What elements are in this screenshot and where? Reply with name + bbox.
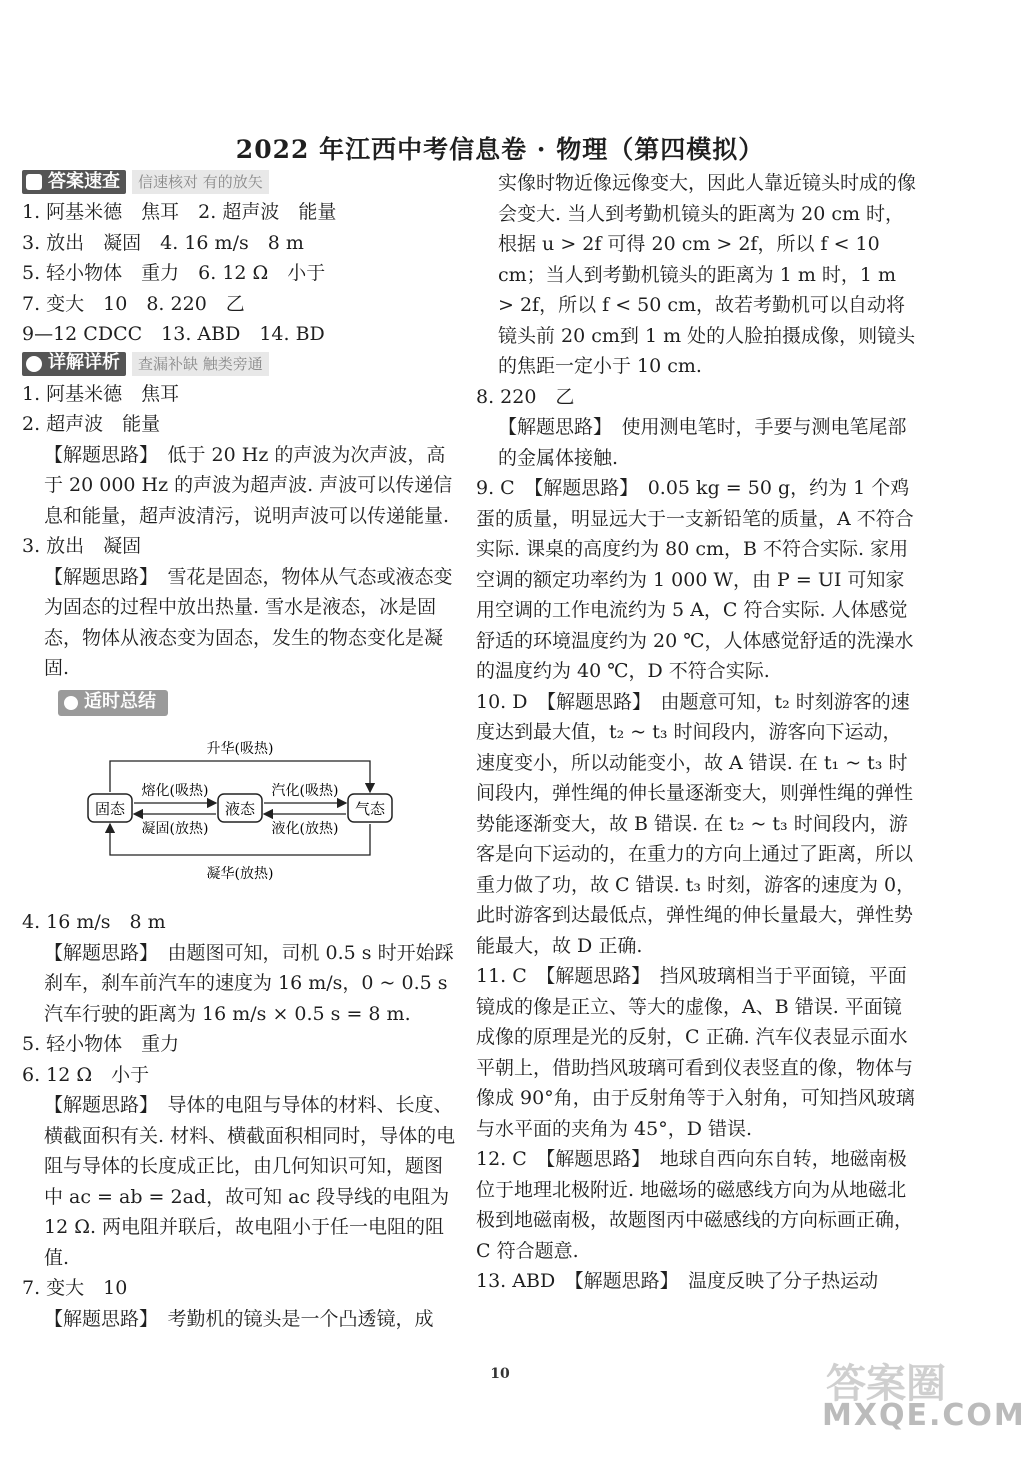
solid-label: 固态 xyxy=(94,800,126,818)
summary-label: 适时总结 xyxy=(84,691,156,713)
answer-10: 10. D 【解题思路】 由题意可知，t₂ 时刻游客的速度达到最大值，t₂ ~ t₃ 时间段内，游客向下运动，速度变小，所以动能变小，故 A 错误. 在 t₁ ~ t₃ 时间段内，弹性绳的伸长量逐渐变大，则弹性绳的弹性势能逐渐变大，故 B 错误. 在 t₂ ~ t₃ 时间段内，游客是向下运动的，在重力的方向上通过了距离，所以重力做了功，故 C 错误. t₃ 时刻，游客的速度为 0，此时游客到达最低点，弹性绳的伸长量最大，弹性势能最大，故 D 正确. xyxy=(476,690,916,957)
deposit-label: 凝华(放热) xyxy=(206,866,274,882)
answer-2-explanation: 【解题思路】 低于 20 Hz 的声波为次声波，高于 20 000 Hz 的声波为超声波. 声波可以传递信息和能量，超声波清污，说明声波可以传递能量. xyxy=(44,443,453,527)
answer-11: 11. C 【解题思路】 挡风玻璃相当于平面镜，平面镜成的像是正立、等大的虚像，A、B 错误. 平面镜成像的原理是光的反射，C 正确. 汽车仪表显示面水平朝上，借助挡风玻璃可看到仪表竖直的像，物体与像成 90°角，由于反射角等于入射角，可知挡风玻璃与水平面的夹角为 45°，D 错误. xyxy=(476,965,915,1140)
lightbulb-icon xyxy=(26,356,42,372)
answer-8: 8. 220 乙 xyxy=(476,385,575,408)
liquefy-label: 液化(放热) xyxy=(271,821,339,837)
answer-1: 1. 阿基米德 焦耳 xyxy=(22,382,180,405)
answer-3: 3. 放出 凝固 xyxy=(22,535,142,557)
answer-9: 9. C 【解题思路】 0.05 kg = 50 g，约为 1 个鸡蛋的质量，明显远大于一支新铅笔的质量，A 不符合实际. 课桌的高度约为 80 cm，B 不符合实际. 家用空调的额定功率约为 1 000 W，由 P = UI 可知家用空调的工作电流约为 5 A，C 符合实际. 人体感觉舒适的环境温度约为 20 ℃，人体感觉舒适的洗澡水的温度约为 40 ℃，D 不符合实际. xyxy=(476,477,914,682)
answer-12: 12. C 【解题思路】 地球自西向东自转，地磁南极位于地理北极附近. 地磁场的磁感线方向为从地磁北极到地磁南极，故题图丙中磁感线的方向标画正确，C 符合题意. xyxy=(476,1148,914,1262)
left-column xyxy=(22,168,456,1334)
quick-answer-header xyxy=(22,170,456,194)
melt-label: 熔化(吸热) xyxy=(141,783,209,799)
answer-5: 5. 轻小物体 重力 xyxy=(22,1033,180,1055)
right-column xyxy=(476,168,916,1297)
watermark-logo: 答案圈 xyxy=(826,1361,946,1407)
phase-change-svg xyxy=(22,721,456,891)
answer-8-explanation: 【解题思路】 使用测电笔时，手要与测电笔尾部的金属体接触. xyxy=(498,416,907,469)
answer-6: 6. 12 Ω 小于 xyxy=(22,1063,150,1086)
quick-line: 3. 放出 凝固 4. 16 m/s 8 m xyxy=(22,231,304,254)
quick-answer-label: 答案速查 xyxy=(48,170,120,192)
quick-line: 5. 轻小物体 重力 6. 12 Ω 小于 xyxy=(22,262,326,284)
phase-change-diagram xyxy=(22,721,456,891)
answer-4-explanation: 【解题思路】 由题图可知，司机 0.5 s 时开始踩刹车，刹车前汽车的速度为 16 m/s，0 ~ 0.5 s 汽车行驶的距离为 16 m/s × 0.5 s = 8 m. xyxy=(44,941,454,1025)
detail-label: 详解详析 xyxy=(48,352,120,374)
freeze-label: 凝固(放热) xyxy=(141,821,209,837)
answer-3-explanation: 【解题思路】 雪花是固态，物体从气态或液态变为固态的过程中放出热量. 雪水是液态，冰是固态，物体从液态变为固态，发生的物态变化是凝固. xyxy=(44,565,453,679)
quick-line: 9—12 CDCC 13. ABD 14. BD xyxy=(22,323,325,345)
grid-icon xyxy=(26,174,42,190)
summary-header xyxy=(58,690,168,716)
gas-label: 气态 xyxy=(354,800,386,818)
page-title: 2022 年江西中考信息卷 · 物理（第四模拟） xyxy=(235,135,765,164)
liquid-label: 液态 xyxy=(224,800,256,818)
answer-7-continued: 实像时物近像远像变大，因此人靠近镜头时成的像会变大. 当人到考勤机镜头的距离为 20 cm 时，根据 u > 2f 可得 20 cm > 2f，所以 f < 10 cm；当人到考勤机镜头的距离为 1 m 时，1 m > 2f，所以 f < 50 cm，故若考勤机可以自动将镜头前 20 cm到 1 m 处的人脸拍摄成像，则镜头的焦距一定小于 10 cm. xyxy=(498,172,917,377)
answer-2: 2. 超声波 能量 xyxy=(22,413,161,435)
vaporize-label: 汽化(吸热) xyxy=(271,783,339,799)
answer-7: 7. 变大 10 xyxy=(22,1277,128,1299)
magnifier-icon xyxy=(64,696,78,710)
sublime-label: 升华(吸热) xyxy=(206,741,274,757)
answer-7-explanation: 【解题思路】 考勤机的镜头是一个凸透镜，成 xyxy=(44,1307,434,1330)
quick-line: 1. 阿基米德 焦耳 2. 超声波 能量 xyxy=(22,201,337,223)
quick-answer-tagline: 信速核对 有的放矢 xyxy=(132,170,269,194)
answer-4: 4. 16 m/s 8 m xyxy=(22,911,166,933)
detail-header xyxy=(22,352,456,376)
page-number: 10 xyxy=(490,1366,510,1382)
quick-line: 7. 变大 10 8. 220 乙 xyxy=(22,292,245,315)
detail-tagline: 查漏补缺 触类旁通 xyxy=(132,352,269,376)
answer-6-explanation: 【解题思路】 导体的电阻与导体的材料、长度、横截面积有关. 材料、横截面积相同时，导体的电阻与导体的长度成正比，由几何知识可知，题图中 ac = ab = 2ad，故可知 ac 段导线的电阻为 12 Ω. 两电阻并联后，故电阻小于任一电阻的阻值. xyxy=(44,1094,456,1269)
answer-13: 13. ABD 【解题思路】 温度反映了分子热运动 xyxy=(476,1270,879,1292)
watermark: MXQE.COM xyxy=(822,1398,1026,1433)
